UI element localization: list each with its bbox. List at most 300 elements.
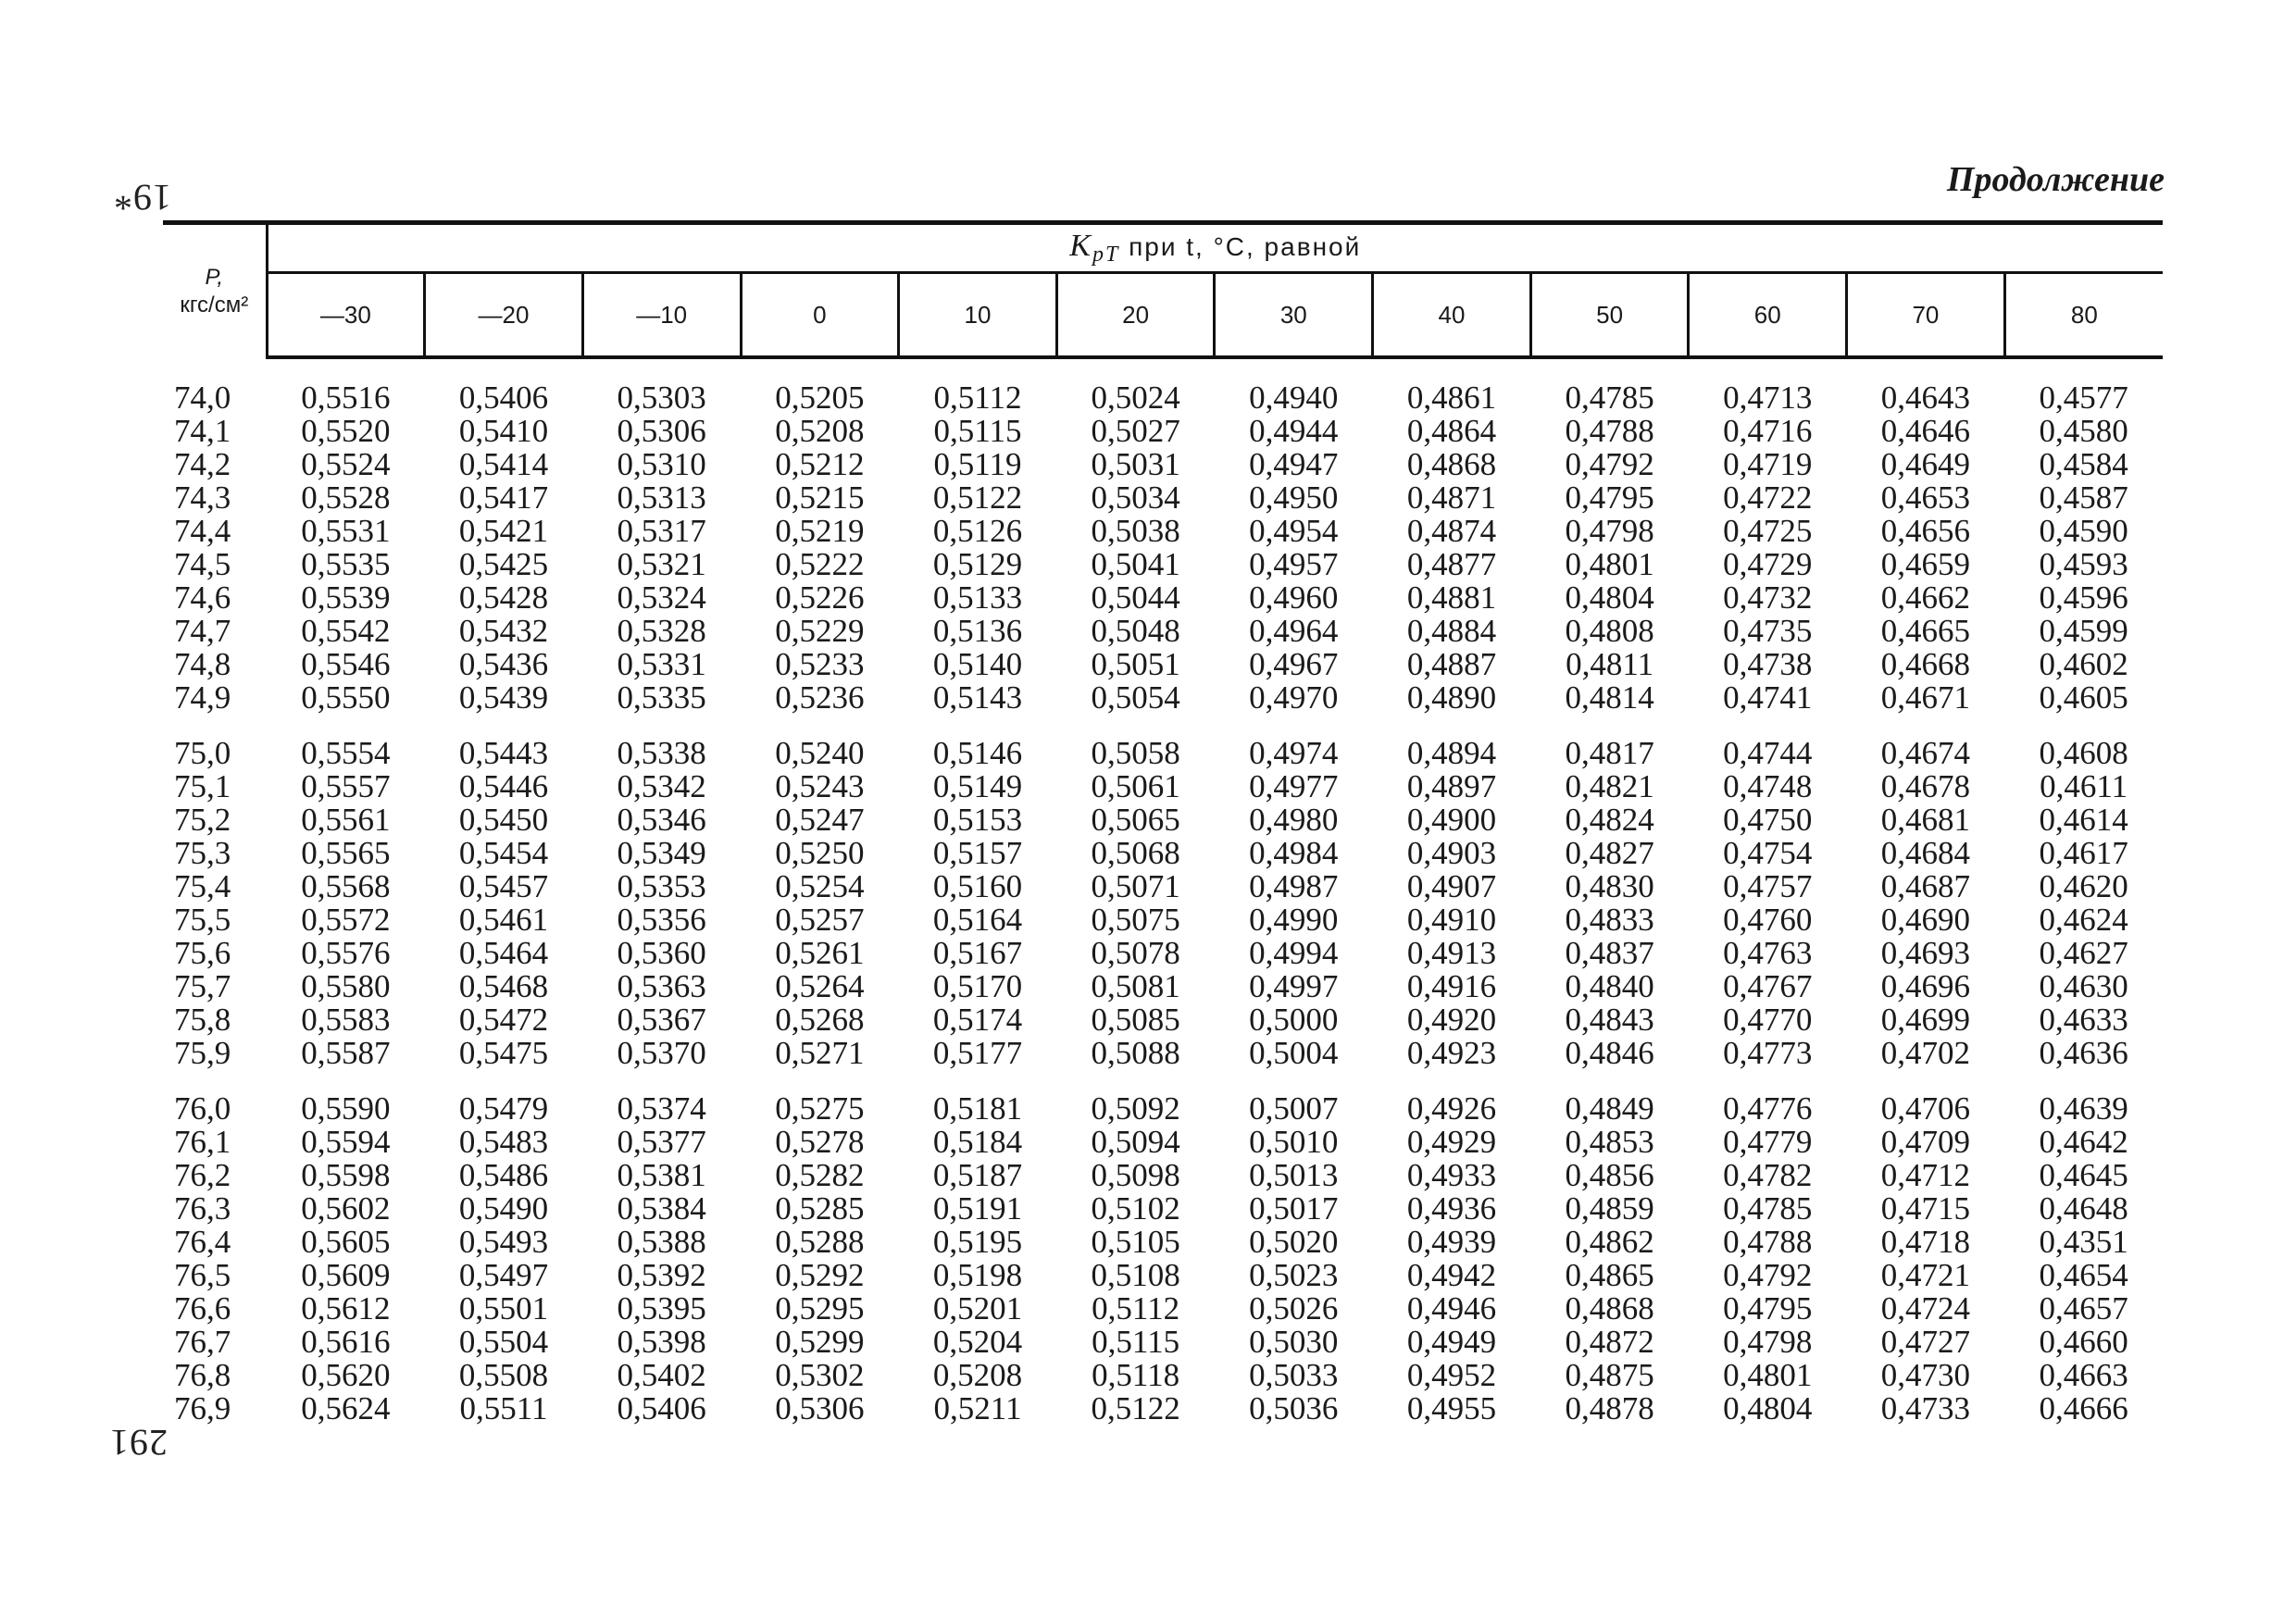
coefficient-cell: 0,5384 [617, 1190, 706, 1227]
coefficient-cell: 0,4874 [1406, 513, 1497, 549]
coefficient-cell: 0,4614 [2039, 802, 2128, 838]
coefficient-cell: 0,5580 [301, 968, 391, 1004]
coefficient-cell: 0,4944 [1249, 413, 1339, 449]
coefficient-cell: 0,5406 [617, 1390, 706, 1426]
coefficient-cell: 0,4878 [1565, 1390, 1654, 1426]
coefficient-cell: 0,5302 [775, 1357, 865, 1393]
table-row [163, 737, 2163, 770]
compressibility-table [163, 220, 2163, 1426]
pressure-cell: 76,5 [174, 1257, 231, 1293]
coefficient-cell: 0,4646 [1880, 413, 1971, 449]
table-row [163, 648, 2163, 681]
coefficient-cell: 0,4587 [2039, 479, 2128, 516]
temperature-header: 50 [1530, 273, 1689, 358]
coefficient-cell: 0,4593 [2039, 546, 2128, 582]
coefficient-cell: 0,4590 [2039, 513, 2128, 549]
coefficient-cell: 0,5490 [458, 1190, 549, 1227]
coefficient-cell: 0,4678 [1880, 768, 1971, 804]
coefficient-cell: 0,5126 [932, 513, 1023, 549]
coefficient-cell: 0,5457 [458, 868, 549, 904]
coefficient-cell: 0,5439 [458, 679, 549, 716]
pressure-cell: 74,6 [174, 579, 231, 616]
coefficient-cell: 0,5443 [458, 735, 549, 771]
coefficient-cell: 0,4624 [2039, 902, 2128, 938]
coefficient-cell: 0,5160 [932, 868, 1023, 904]
table-row [163, 1192, 2163, 1226]
table-row [163, 548, 2163, 581]
table-row [163, 1292, 2163, 1326]
coefficient-cell: 0,5317 [617, 513, 706, 549]
coefficient-cell: 0,5143 [932, 679, 1023, 716]
table-row [163, 937, 2163, 970]
coefficient-cell: 0,4798 [1723, 1324, 1813, 1360]
coefficient-cell: 0,5402 [617, 1357, 706, 1393]
table-row [163, 381, 2163, 415]
coefficient-cell: 0,4833 [1565, 902, 1654, 938]
coefficient-cell: 0,5115 [933, 413, 1022, 449]
coefficient-cell: 0,5013 [1249, 1157, 1339, 1193]
coefficient-cell: 0,5112 [1092, 1290, 1180, 1326]
coefficient-cell: 0,4671 [1880, 679, 1971, 716]
coefficient-cell: 0,5088 [1091, 1035, 1180, 1071]
coefficient-cell: 0,4804 [1723, 1390, 1813, 1426]
coefficient-cell: 0,4920 [1406, 1002, 1497, 1038]
coefficient-cell: 0,4725 [1723, 513, 1813, 549]
coefficient-cell: 0,5031 [1091, 446, 1180, 482]
coefficient-cell: 0,5229 [775, 613, 865, 649]
coefficient-cell: 0,5119 [933, 446, 1022, 482]
coefficient-cell: 0,4776 [1723, 1090, 1813, 1127]
coefficient-cell: 0,4716 [1723, 413, 1813, 449]
coefficient-cell: 0,5071 [1091, 868, 1180, 904]
coefficient-cell: 0,5313 [617, 479, 706, 516]
coefficient-cell: 0,5136 [932, 613, 1023, 649]
coefficient-cell: 0,5388 [617, 1224, 706, 1260]
coefficient-cell: 0,4706 [1880, 1090, 1971, 1127]
coefficient-cell: 0,5516 [301, 380, 391, 416]
coefficient-cell: 0,5374 [617, 1090, 706, 1127]
coefficient-cell: 0,5436 [458, 646, 549, 682]
coefficient-cell: 0,5250 [775, 835, 865, 871]
coefficient-cell: 0,4840 [1565, 968, 1654, 1004]
table-row [163, 581, 2163, 615]
coefficient-cell: 0,5282 [775, 1157, 865, 1193]
coefficient-cell: 0,5321 [617, 546, 706, 582]
coefficient-cell: 0,4627 [2039, 935, 2128, 971]
coefficient-cell: 0,5010 [1249, 1124, 1339, 1160]
coefficient-cell: 0,4967 [1249, 646, 1339, 682]
coefficient-cell: 0,5205 [775, 380, 865, 416]
coefficient-cell: 0,4681 [1880, 802, 1971, 838]
coefficient-cell: 0,5065 [1091, 802, 1180, 838]
coefficient-cell: 0,5170 [932, 968, 1023, 1004]
pressure-cell: 75,9 [174, 1035, 231, 1071]
coefficient-cell: 0,4639 [2039, 1090, 2128, 1127]
table-row [163, 615, 2163, 648]
coefficient-cell: 0,4987 [1249, 868, 1339, 904]
coefficient-cell: 0,5520 [301, 413, 391, 449]
table-row [163, 970, 2163, 1003]
coefficient-cell: 0,5414 [458, 446, 549, 482]
temperature-header: 20 [1056, 273, 1215, 358]
coefficient-cell: 0,4732 [1723, 579, 1813, 616]
coefficient-cell: 0,4684 [1880, 835, 1971, 871]
coefficient-cell: 0,5624 [301, 1390, 391, 1426]
coefficient-cell: 0,5331 [617, 646, 706, 682]
coefficient-cell: 0,4872 [1565, 1324, 1654, 1360]
pressure-cell: 75,8 [174, 1002, 231, 1038]
coefficient-cell: 0,5306 [617, 413, 706, 449]
coefficient-cell: 0,5048 [1091, 613, 1180, 649]
coefficient-cell: 0,4662 [1880, 579, 1971, 616]
coefficient-cell: 0,5356 [617, 902, 706, 938]
coefficient-cell: 0,4871 [1406, 479, 1497, 516]
coefficient-cell: 0,5226 [775, 579, 865, 616]
coefficient-cell: 0,5572 [301, 902, 391, 938]
coefficient-cell: 0,4724 [1880, 1290, 1971, 1326]
table-row [163, 1359, 2163, 1392]
coefficient-cell: 0,4643 [1880, 380, 1971, 416]
table-row [163, 448, 2163, 481]
coefficient-cell: 0,5149 [932, 768, 1023, 804]
coefficient-header [267, 223, 2163, 273]
coefficient-cell: 0,5108 [1091, 1257, 1180, 1293]
coefficient-cell: 0,4957 [1249, 546, 1339, 582]
coefficient-cell: 0,5058 [1091, 735, 1180, 771]
coefficient-cell: 0,5129 [932, 546, 1023, 582]
pressure-cell: 76,0 [174, 1090, 231, 1127]
coefficient-cell: 0,5271 [775, 1035, 865, 1071]
k-caption: при t, °С, равной [1119, 232, 1362, 261]
coefficient-cell: 0,5122 [932, 479, 1023, 516]
coefficient-cell: 0,5406 [458, 380, 549, 416]
coefficient-cell: 0,5590 [301, 1090, 391, 1127]
coefficient-cell: 0,5257 [775, 902, 865, 938]
coefficient-cell: 0,4849 [1565, 1090, 1654, 1127]
coefficient-cell: 0,5342 [617, 768, 706, 804]
coefficient-cell: 0,4584 [2039, 446, 2128, 482]
coefficient-cell: 0,4936 [1406, 1190, 1497, 1227]
coefficient-cell: 0,4894 [1406, 735, 1497, 771]
table-row [163, 1126, 2163, 1159]
coefficient-cell: 0,4657 [2039, 1290, 2128, 1326]
coefficient-cell: 0,4748 [1723, 768, 1813, 804]
coefficient-cell: 0,4770 [1723, 1002, 1813, 1038]
coefficient-cell: 0,4795 [1565, 479, 1654, 516]
coefficient-cell: 0,4990 [1249, 902, 1339, 938]
pressure-cell: 75,3 [174, 835, 231, 871]
coefficient-cell: 0,5609 [301, 1257, 391, 1293]
coefficient-cell: 0,5306 [775, 1390, 865, 1426]
coefficient-cell: 0,5546 [301, 646, 391, 682]
coefficient-cell: 0,5539 [301, 579, 391, 616]
coefficient-cell: 0,4853 [1565, 1124, 1654, 1160]
coefficient-cell: 0,4653 [1880, 479, 1971, 516]
coefficient-cell: 0,5616 [301, 1324, 391, 1360]
table-row [163, 415, 2163, 448]
coefficient-cell: 0,4884 [1406, 613, 1497, 649]
coefficient-cell: 0,4733 [1880, 1390, 1971, 1426]
coefficient-cell: 0,5261 [775, 935, 865, 971]
coefficient-cell: 0,5338 [617, 735, 706, 771]
pressure-cell: 74,9 [174, 679, 231, 716]
coefficient-cell: 0,5428 [458, 579, 549, 616]
coefficient-cell: 0,4814 [1565, 679, 1654, 716]
coefficient-cell: 0,5004 [1249, 1035, 1339, 1071]
coefficient-cell: 0,5511 [459, 1390, 548, 1426]
coefficient-cell: 0,5211 [933, 1390, 1022, 1426]
coefficient-cell: 0,4916 [1406, 968, 1497, 1004]
coefficient-cell: 0,5222 [775, 546, 865, 582]
coefficient-cell: 0,5479 [458, 1090, 549, 1127]
coefficient-cell: 0,5153 [932, 802, 1023, 838]
coefficient-cell: 0,5594 [301, 1124, 391, 1160]
coefficient-cell: 0,4795 [1723, 1290, 1813, 1326]
coefficient-cell: 0,5535 [301, 546, 391, 582]
coefficient-cell: 0,4804 [1565, 579, 1654, 616]
coefficient-cell: 0,4663 [2039, 1357, 2128, 1393]
coefficient-cell: 0,5605 [301, 1224, 391, 1260]
coefficient-cell: 0,5542 [301, 613, 391, 649]
coefficient-cell: 0,4859 [1565, 1190, 1654, 1227]
coefficient-cell: 0,5061 [1091, 768, 1180, 804]
table-row [163, 1003, 2163, 1037]
temperature-header: 60 [1689, 273, 1847, 358]
coefficient-cell: 0,5587 [301, 1035, 391, 1071]
coefficient-cell: 0,4735 [1723, 613, 1813, 649]
coefficient-cell: 0,4782 [1723, 1157, 1813, 1193]
coefficient-cell: 0,4868 [1406, 446, 1497, 482]
coefficient-cell: 0,4792 [1723, 1257, 1813, 1293]
coefficient-cell: 0,5275 [775, 1090, 865, 1127]
coefficient-cell: 0,4654 [2039, 1257, 2128, 1293]
coefficient-cell: 0,4887 [1406, 646, 1497, 682]
coefficient-cell: 0,5024 [1091, 380, 1180, 416]
coefficient-cell: 0,5576 [301, 935, 391, 971]
coefficient-cell: 0,5531 [301, 513, 391, 549]
pressure-cell: 75,2 [174, 802, 231, 838]
coefficient-cell: 0,4923 [1406, 1035, 1497, 1071]
coefficient-cell: 0,4649 [1880, 446, 1971, 482]
coefficient-cell: 0,4864 [1406, 413, 1497, 449]
table-row [163, 1226, 2163, 1259]
coefficient-cell: 0,5346 [617, 802, 706, 838]
coefficient-cell: 0,5528 [301, 479, 391, 516]
coefficient-cell: 0,4949 [1406, 1324, 1497, 1360]
coefficient-cell: 0,4580 [2039, 413, 2128, 449]
coefficient-cell: 0,4977 [1249, 768, 1339, 804]
pressure-cell: 74,8 [174, 646, 231, 682]
coefficient-cell: 0,5026 [1249, 1290, 1339, 1326]
table-row [163, 803, 2163, 837]
coefficient-cell: 0,5295 [775, 1290, 865, 1326]
temperature-header: —20 [425, 273, 583, 358]
temperature-header: —30 [267, 273, 425, 358]
temperature-header: —10 [582, 273, 741, 358]
coefficient-cell: 0,5550 [301, 679, 391, 716]
coefficient-cell: 0,5335 [617, 679, 706, 716]
coefficient-cell: 0,5450 [458, 802, 549, 838]
coefficient-cell: 0,5486 [458, 1157, 549, 1193]
coefficient-cell: 0,4913 [1406, 935, 1497, 971]
coefficient-cell: 0,4984 [1249, 835, 1339, 871]
coefficient-cell: 0,4801 [1723, 1357, 1813, 1393]
coefficient-cell: 0,4785 [1723, 1190, 1813, 1227]
coefficient-cell: 0,5508 [458, 1357, 549, 1393]
coefficient-cell: 0,4817 [1565, 735, 1654, 771]
coefficient-cell: 0,5105 [1091, 1224, 1180, 1260]
coefficient-cell: 0,5363 [617, 968, 706, 1004]
coefficient-cell: 0,5377 [617, 1124, 706, 1160]
coefficient-cell: 0,4856 [1565, 1157, 1654, 1193]
pressure-cell: 76,6 [174, 1290, 231, 1326]
coefficient-cell: 0,5349 [617, 835, 706, 871]
coefficient-cell: 0,4785 [1565, 380, 1654, 416]
coefficient-cell: 0,4843 [1565, 1002, 1654, 1038]
coefficient-cell: 0,4900 [1406, 802, 1497, 838]
coefficient-cell: 0,4608 [2039, 735, 2128, 771]
coefficient-cell: 0,4767 [1723, 968, 1813, 1004]
coefficient-cell: 0,4738 [1723, 646, 1813, 682]
coefficient-cell: 0,5219 [775, 513, 865, 549]
coefficient-cell: 0,4910 [1406, 902, 1497, 938]
temperature-header: 0 [741, 273, 899, 358]
group-spacer [163, 715, 2163, 737]
pressure-cell: 75,1 [174, 768, 231, 804]
coefficient-cell: 0,5557 [301, 768, 391, 804]
k-subscript: рТ [1092, 243, 1120, 267]
coefficient-cell: 0,4351 [2039, 1224, 2128, 1260]
coefficient-cell: 0,5177 [932, 1035, 1023, 1071]
pressure-cell: 76,2 [174, 1157, 231, 1193]
coefficient-cell: 0,5034 [1091, 479, 1180, 516]
coefficient-cell: 0,4808 [1565, 613, 1654, 649]
table-row [163, 1392, 2163, 1426]
coefficient-cell: 0,4699 [1880, 1002, 1971, 1038]
coefficient-cell: 0,4907 [1406, 868, 1497, 904]
coefficient-cell: 0,5243 [775, 768, 865, 804]
coefficient-cell: 0,5051 [1091, 646, 1180, 682]
coefficient-cell: 0,5240 [775, 735, 865, 771]
coefficient-cell: 0,5092 [1091, 1090, 1180, 1127]
group-spacer [163, 357, 2163, 381]
coefficient-cell: 0,5461 [458, 902, 549, 938]
table-row [163, 681, 2163, 715]
coefficient-cell: 0,5524 [301, 446, 391, 482]
coefficient-cell: 0,4994 [1249, 935, 1339, 971]
coefficient-cell: 0,4620 [2039, 868, 2128, 904]
coefficient-cell: 0,5140 [932, 646, 1023, 682]
coefficient-cell: 0,4617 [2039, 835, 2128, 871]
pressure-symbol: P, [205, 264, 224, 290]
table-row [163, 515, 2163, 548]
temperature-header: 30 [1215, 273, 1373, 358]
coefficient-cell: 0,4718 [1880, 1224, 1971, 1260]
coefficient-cell: 0,5187 [932, 1157, 1023, 1193]
coefficient-cell: 0,4868 [1565, 1290, 1654, 1326]
pressure-cell: 75,4 [174, 868, 231, 904]
table-row [163, 837, 2163, 870]
page-side-mark-top: 19* [113, 177, 171, 218]
coefficient-cell: 0,4792 [1565, 446, 1654, 482]
temperature-header: 80 [2004, 273, 2163, 358]
coefficient-cell: 0,5068 [1091, 835, 1180, 871]
coefficient-cell: 0,5504 [458, 1324, 549, 1360]
coefficient-cell: 0,4659 [1880, 546, 1971, 582]
coefficient-cell: 0,4721 [1880, 1257, 1971, 1293]
coefficient-cell: 0,4837 [1565, 935, 1654, 971]
coefficient-cell: 0,5410 [458, 413, 549, 449]
coefficient-cell: 0,4827 [1565, 835, 1654, 871]
coefficient-cell: 0,4798 [1565, 513, 1654, 549]
coefficient-cell: 0,4599 [2039, 613, 2128, 649]
coefficient-cell: 0,5233 [775, 646, 865, 682]
k-symbol: K [1069, 229, 1092, 263]
coefficient-cell: 0,4940 [1249, 380, 1339, 416]
coefficient-cell: 0,5392 [617, 1257, 706, 1293]
coefficient-cell: 0,4630 [2039, 968, 2128, 1004]
coefficient-cell: 0,4611 [2040, 768, 2128, 804]
coefficient-cell: 0,5497 [458, 1257, 549, 1293]
coefficient-cell: 0,5370 [617, 1035, 706, 1071]
coefficient-cell: 0,5468 [458, 968, 549, 1004]
coefficient-cell: 0,4656 [1880, 513, 1971, 549]
coefficient-cell: 0,5027 [1091, 413, 1180, 449]
pressure-cell: 74,2 [174, 446, 231, 482]
coefficient-cell: 0,4811 [1566, 646, 1654, 682]
coefficient-cell: 0,5038 [1091, 513, 1180, 549]
coefficient-cell: 0,5360 [617, 935, 706, 971]
coefficient-cell: 0,5288 [775, 1224, 865, 1260]
coefficient-cell: 0,4722 [1723, 479, 1813, 516]
coefficient-cell: 0,5094 [1091, 1124, 1180, 1160]
coefficient-cell: 0,4690 [1880, 902, 1971, 938]
table-row [163, 870, 2163, 903]
coefficient-cell: 0,4955 [1406, 1390, 1497, 1426]
coefficient-cell: 0,5620 [301, 1357, 391, 1393]
coefficient-cell: 0,4929 [1406, 1124, 1497, 1160]
pressure-cell: 74,5 [174, 546, 231, 582]
coefficient-cell: 0,4890 [1406, 679, 1497, 716]
coefficient-cell: 0,4648 [2039, 1190, 2128, 1227]
coefficient-cell: 0,4773 [1723, 1035, 1813, 1071]
coefficient-cell: 0,4946 [1406, 1290, 1497, 1326]
coefficient-cell: 0,4636 [2039, 1035, 2128, 1071]
coefficient-cell: 0,4666 [2039, 1390, 2128, 1426]
coefficient-cell: 0,4665 [1880, 613, 1971, 649]
coefficient-cell: 0,5023 [1249, 1257, 1339, 1293]
coefficient-cell: 0,5483 [458, 1124, 549, 1160]
coefficient-cell: 0,4788 [1565, 413, 1654, 449]
coefficient-cell: 0,5417 [458, 479, 549, 516]
pressure-cell: 74,0 [174, 380, 231, 416]
temperature-header: 40 [1373, 273, 1531, 358]
coefficient-cell: 0,5157 [932, 835, 1023, 871]
page-number: 291 [109, 1422, 168, 1463]
coefficient-cell: 0,4741 [1723, 679, 1813, 716]
coefficient-cell: 0,5085 [1091, 1002, 1180, 1038]
pressure-column-header [163, 223, 267, 358]
coefficient-cell: 0,4760 [1723, 902, 1813, 938]
coefficient-cell: 0,5164 [932, 902, 1023, 938]
coefficient-cell: 0,4702 [1880, 1035, 1971, 1071]
pressure-cell: 76,8 [174, 1357, 231, 1393]
coefficient-cell: 0,5395 [617, 1290, 706, 1326]
coefficient-cell: 0,4821 [1565, 768, 1654, 804]
pressure-cell: 75,0 [174, 735, 231, 771]
coefficient-cell: 0,4933 [1406, 1157, 1497, 1193]
pressure-unit: кгс/см² [180, 292, 249, 318]
